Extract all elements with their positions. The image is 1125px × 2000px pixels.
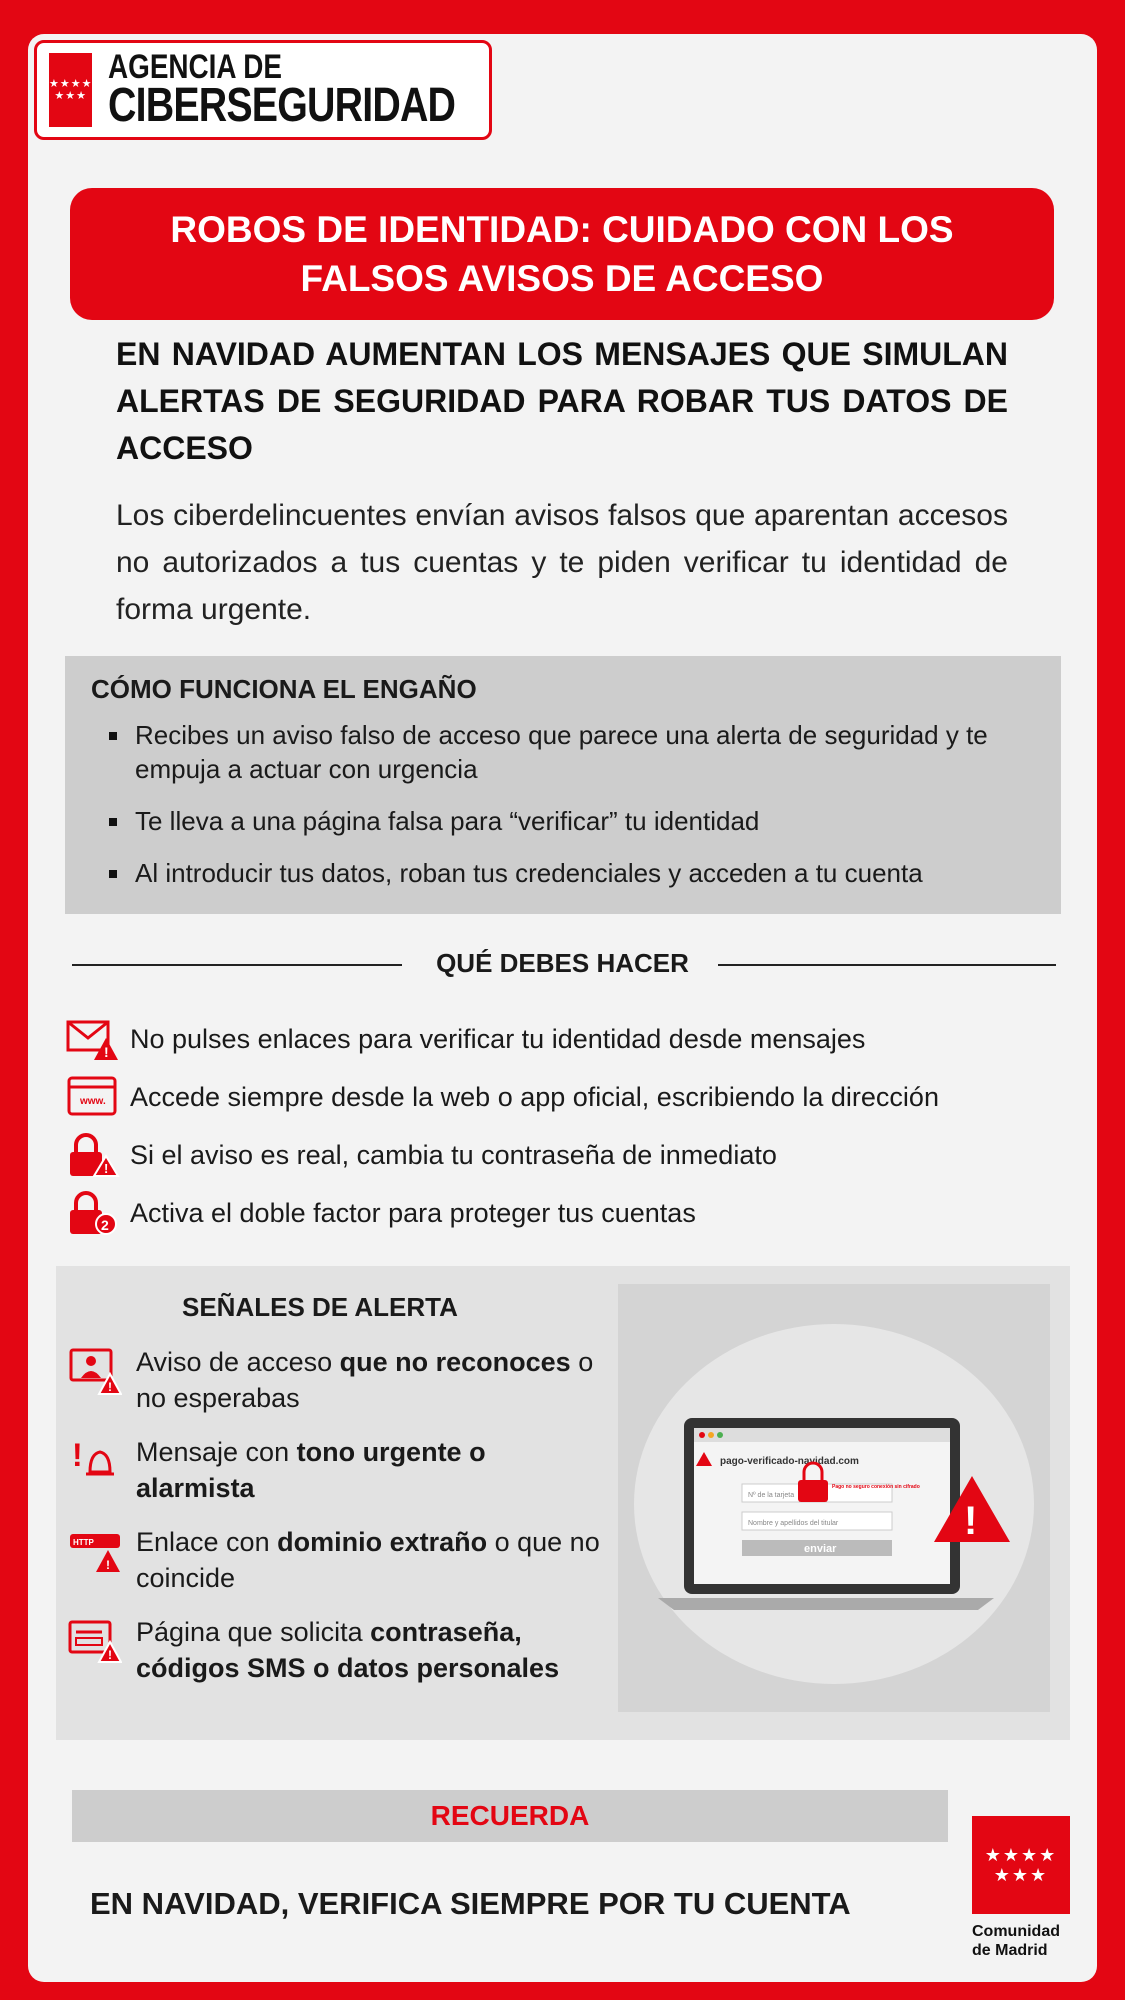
alert-item-2 [68,1434,608,1524]
subheading: EN NAVIDAD AUMENTAN LOS MENSAJES QUE SIMULAN ALERTAS DE SEGURIDAD PARA ROBAR TUS DATOS DE ACCESO [116,336,1008,466]
todo-item-3 [66,1126,1066,1184]
svg-text:!: ! [106,1558,110,1572]
web-location-icon [66,1074,120,1120]
cm-stars-top: ★★★★ [984,1845,1058,1865]
page-title: ROBOS DE IDENTIDAD: CUIDADO CON LOS FALSOS AVISOS DE ACCESO [170,209,954,299]
cm-stars-bottom: ★★★ [993,1865,1049,1885]
alert-signs-heading: SEÑALES DE ALERTA [182,1292,458,1322]
alert-item-1 [68,1344,608,1434]
how-it-works-heading: CÓMO FUNCIONA EL ENGAÑO [91,674,477,704]
infographic-card [28,34,1097,1982]
alert-1-pre: Aviso de acceso [136,1347,340,1377]
todo-text-2: Accede siempre desde la web o app oficial, escribiendo la dirección [130,1081,939,1112]
comunidad-madrid-logo [972,1816,1070,1960]
alert-2-bold: tono urgente o alarmista [136,1437,486,1503]
agency-name [108,48,456,133]
todo-text-1: No pulses enlaces para verificar tu identidad desde mensajes [130,1023,866,1054]
how-it-works-panel [65,656,1061,914]
alert-1-bold: que no reconoces [339,1347,571,1377]
laptop-illustration [618,1284,1050,1712]
flag-stars-top: ★★★★ [49,78,93,90]
madrid-stars-icon [972,1816,1070,1914]
how-item-1: Recibes un aviso falso de acceso que parece una alerta de seguridad y te empuja a actuar con urgencia [109,718,1039,786]
svg-text:www.: www. [80,1096,106,1107]
svg-text:!: ! [104,1044,109,1060]
password-form-warning-icon [68,1616,122,1666]
flag-stars-bottom: ★★★ [54,90,88,102]
alert-3-post: o que no coincide [136,1527,600,1593]
alert-4-pre: Página que solicita [136,1617,371,1647]
send-button: enviar [804,1543,837,1555]
cardholder-name-field: Nombre y apellidos del titular [748,1520,839,1527]
todo-text-3: Si el aviso es real, cambia tu contraseña de inmediato [130,1139,777,1170]
alert-1-post: o no esperabas [136,1347,594,1413]
agency-name-line2: CIBERSEGURIDAD [108,79,456,133]
alert-signs-list [68,1344,608,1704]
svg-text:!: ! [108,1380,112,1394]
remember-message: EN NAVIDAD, VERIFICA SIEMPRE POR TU CUENTA [90,1886,851,1921]
todo-list [66,1010,1066,1242]
remember-label: RECUERDA [72,1790,948,1842]
card-number-field: Nº de la tarjeta [748,1492,795,1499]
fake-url-text: pago-verificado-navidad.com [720,1456,859,1467]
email-link-warning-icon [66,1016,120,1062]
agency-logo [34,40,492,140]
alarm-bell-icon [68,1436,122,1486]
lock-warning-icon [66,1132,120,1178]
laptop-phishing-svg [618,1284,1050,1712]
user-screen-warning-icon [68,1346,122,1396]
agency-name-line1: AGENCIA DE [108,48,283,87]
cm-name [972,1922,1070,1960]
madrid-flag-icon [49,53,92,127]
alert-item-4 [68,1614,608,1704]
svg-text:2: 2 [101,1217,109,1233]
intro-paragraph: Los ciberdelincuentes envían avisos falsos que aparentan accesos no autorizados a tus cuentas y te piden verificar tu identidad de forma urgente. [116,499,1008,626]
how-item-2: Te lleva a una página falsa para “verificar” tu identidad [109,804,1039,838]
insecure-payment-warning: Pago no seguro conexión sin cifrado [832,1484,920,1490]
alert-3-bold: dominio extraño [277,1527,488,1557]
svg-text:HTTP: HTTP [73,1538,94,1547]
alert-item-3 [68,1524,608,1614]
svg-text:!: ! [108,1648,112,1662]
alert-4-bold: contraseña, códigos SMS o datos personales [136,1617,560,1683]
svg-text:!: ! [964,1499,978,1543]
alert-3-pre: Enlace con [136,1527,278,1557]
alert-signs-panel [56,1266,1070,1740]
cm-name-line2: de Madrid [972,1942,1048,1959]
lock-two-factor-icon [66,1190,120,1236]
how-item-3: Al introducir tus datos, roban tus credenciales y acceden a tu cuenta [109,856,1039,890]
alert-2-pre: Mensaje con [136,1437,297,1467]
title-banner [70,188,1054,320]
todo-item-4 [66,1184,1066,1242]
todo-heading: QUÉ DEBES HACER [436,948,689,978]
todo-text-4: Activa el doble factor para proteger tus cuentas [130,1197,696,1228]
svg-text:!: ! [104,1161,109,1176]
cm-name-line1: Comunidad [972,1923,1060,1940]
svg-text:!: ! [72,1437,83,1473]
todo-item-2 [66,1068,1066,1126]
todo-item-1 [66,1010,1066,1068]
http-link-warning-icon [68,1526,122,1576]
how-it-works-list [109,718,1039,908]
